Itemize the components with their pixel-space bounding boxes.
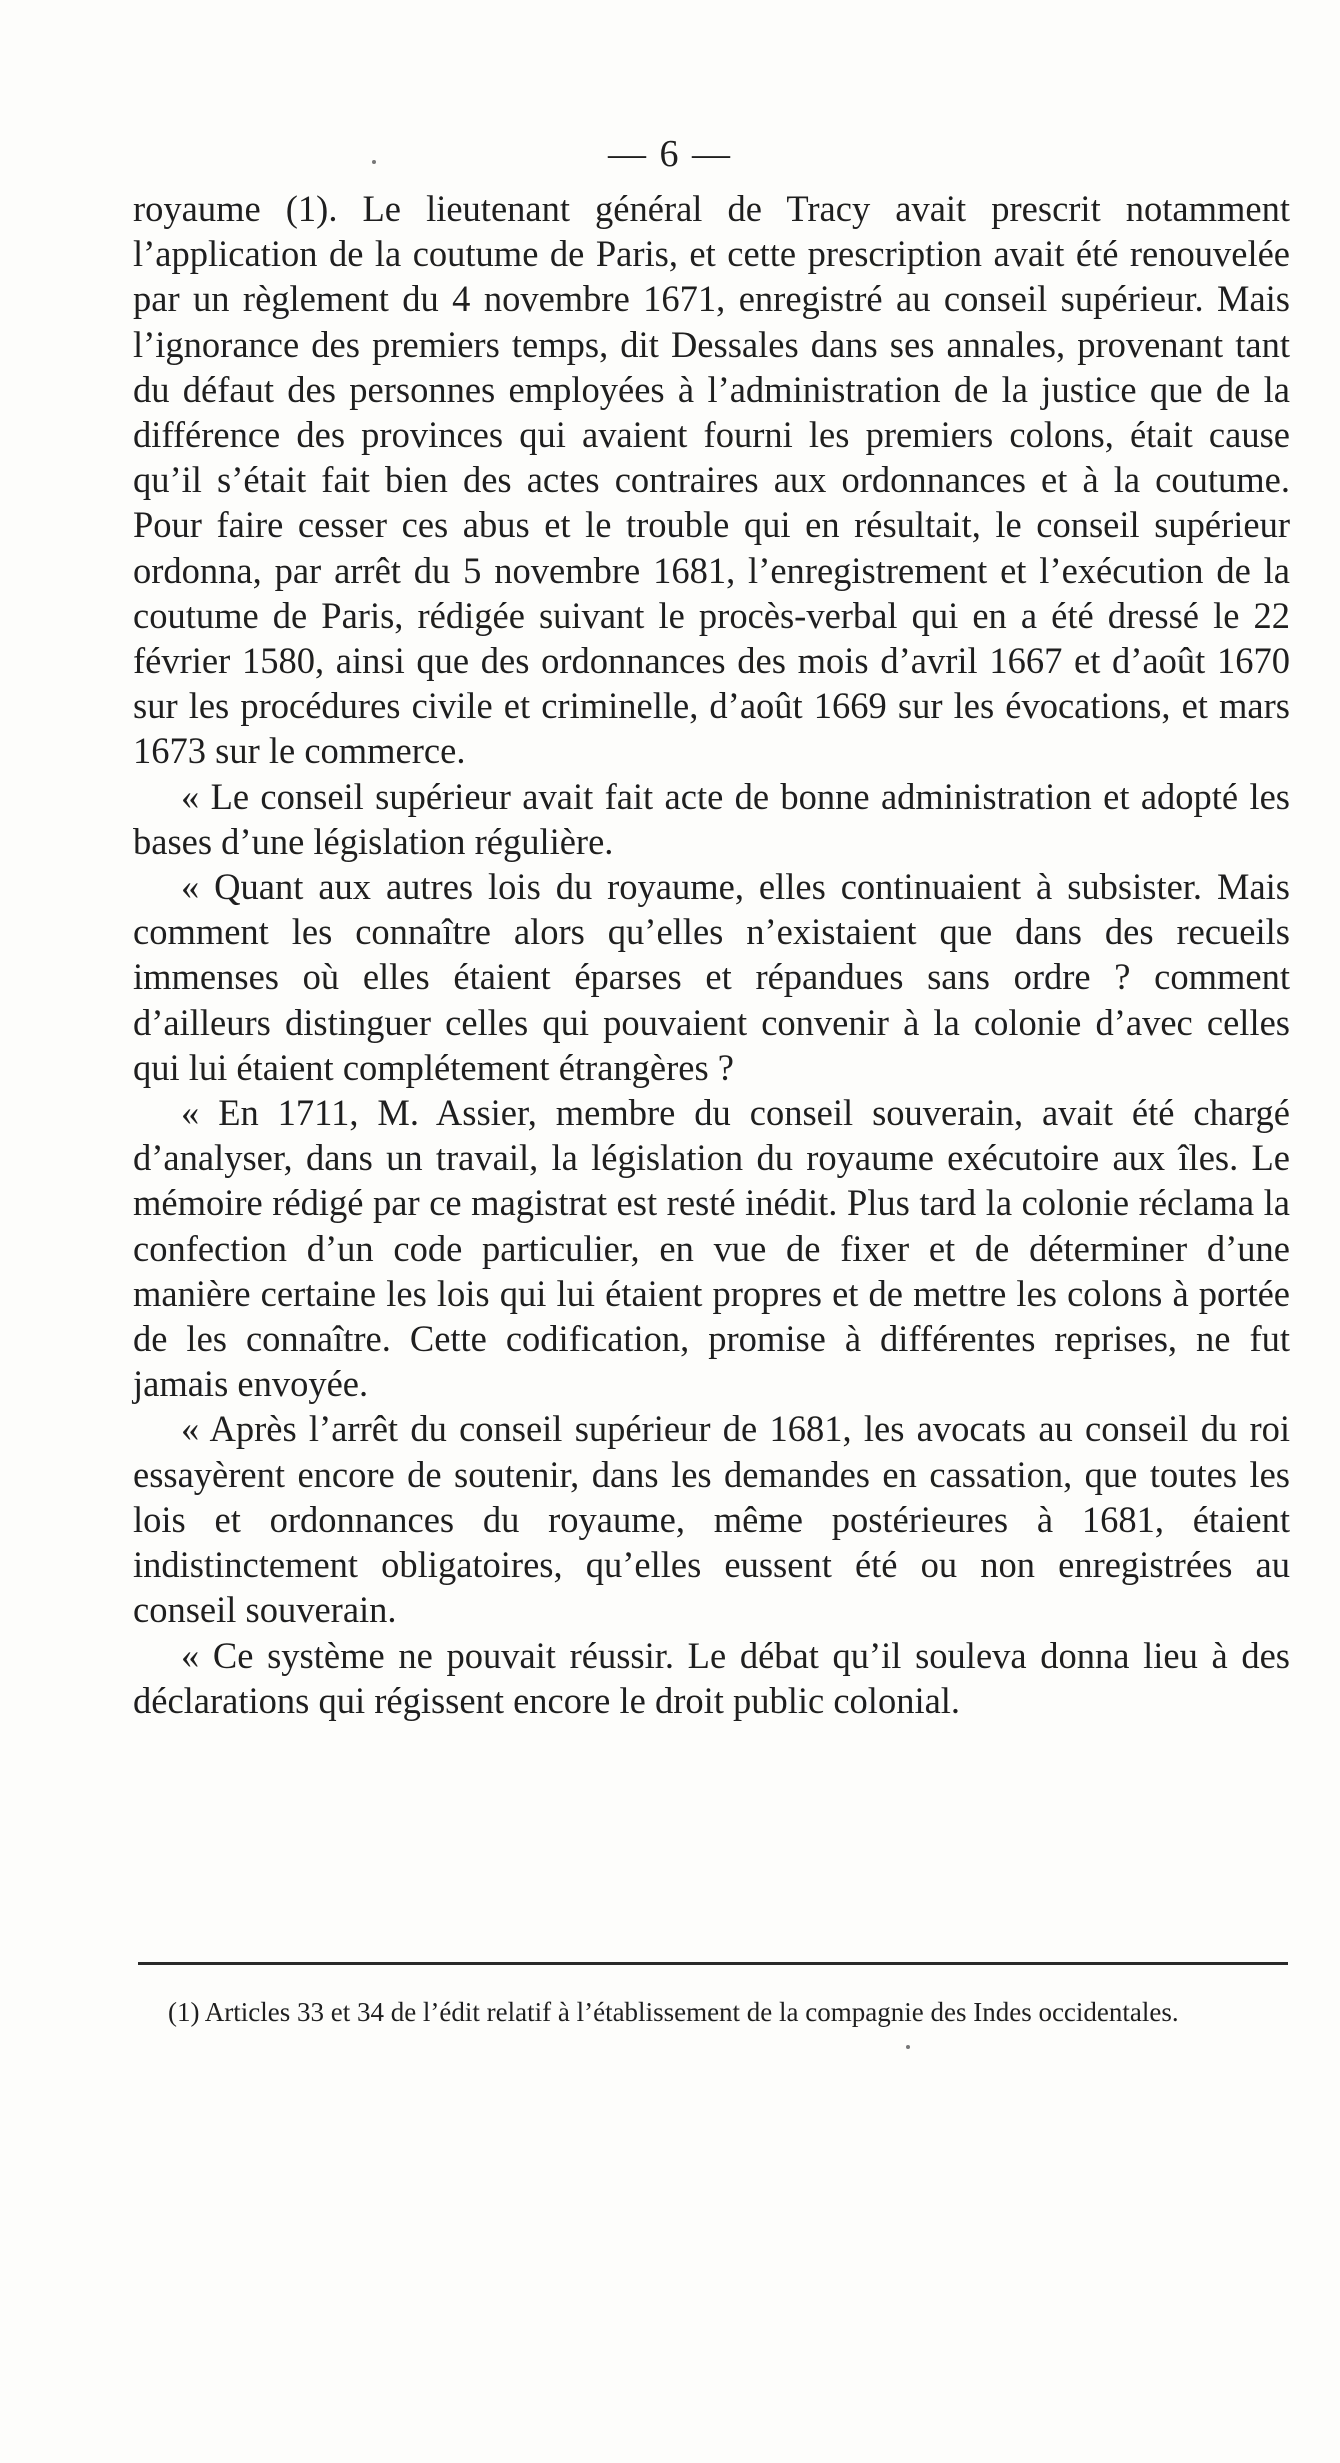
paper-speck xyxy=(372,160,376,164)
paragraph-quote-lois: « Quant aux autres lois du royaume, elles continuaient à subsister. Mais comment les connaître alors qu’elles n’existaient que dans des recueils immenses où elles étaient éparses et répandues sans ordre ? comment d’ailleurs distinguer celles qui pouvaient convenir à la colonie d’avec celles qui lui étaient complétement étrangères ? xyxy=(133,866,1290,1088)
footnote-1: (1) Articles 33 et 34 de l’édit relatif à l’établissement de la compagnie des Indes occidentales. xyxy=(168,1997,1179,2027)
paragraph-quote-arret: « Après l’arrêt du conseil supérieur de 1681, les avocats au conseil du roi essayèrent encore de soutenir, dans les demandes en cassation, que toutes les lois et ordonnances du royaume, même postérieures à 1681, étaient indistinctement obligatoires, qu’elles eussent été ou non enregistrées au conseil souverain. xyxy=(133,1408,1290,1631)
paragraph-continuation: royaume (1). Le lieutenant général de Tracy avait prescrit notamment l’application de la coutume de Paris, et cette prescription avait été renouvelée par un règlement du 4 novembre 1671, enregistré au conseil supérieur. Mais l’ignorance des premiers temps, dit Dessales dans ses annales, provenant tant du défaut des personnes employées à l’administration de la justice que de la différence des provinces qui avaient fourni les premiers colons, était cause qu’il s’était fait bien des actes contraires aux ordonnances et à la coutume. Pour faire cesser ces abus et le trouble qui en résultait, le conseil supérieur ordonna, par arrêt du 5 novembre 1681, l’enregistrement et l’exécution de la coutume de Paris, rédigée suivant le procès-verbal qui en a été dressé le 22 février 1580, ainsi que des ordonnances des mois d’avril 1667 et d’août 1670 sur les procédures civile et criminelle, d’août 1669 sur les évocations, et mars 1673 sur le commerce. xyxy=(133,188,1290,772)
paragraph-quote-conseil: « Le conseil supérieur avait fait acte de bonne administration et adopté les bases d’une législation régulière. xyxy=(133,775,1290,862)
paragraph-quote-assier: « En 1711, M. Assier, membre du conseil souverain, avait été chargé d’analyser, dans un travail, la législation du royaume exécutoire aux îles. Le mémoire rédigé par ce magistrat est resté inédit. Plus tard la colonie réclama la confection d’un code particulier, en vue de fixer et de déterminer d’une manière certaine les lois qui lui étaient propres et de mettre les colons à portée de les connaître. Cette codification, promise à différentes reprises, ne fut jamais envoyée. xyxy=(133,1092,1290,1405)
paper-speck xyxy=(906,2045,910,2049)
page-number: — 6 — xyxy=(608,133,732,175)
footnote-divider xyxy=(138,1962,1288,1965)
body-text xyxy=(133,186,1290,1723)
paragraph-quote-systeme: « Ce système ne pouvait réussir. Le débat qu’il souleva donna lieu à des déclarations qui régissent encore le droit public colonial. xyxy=(133,1634,1290,1721)
